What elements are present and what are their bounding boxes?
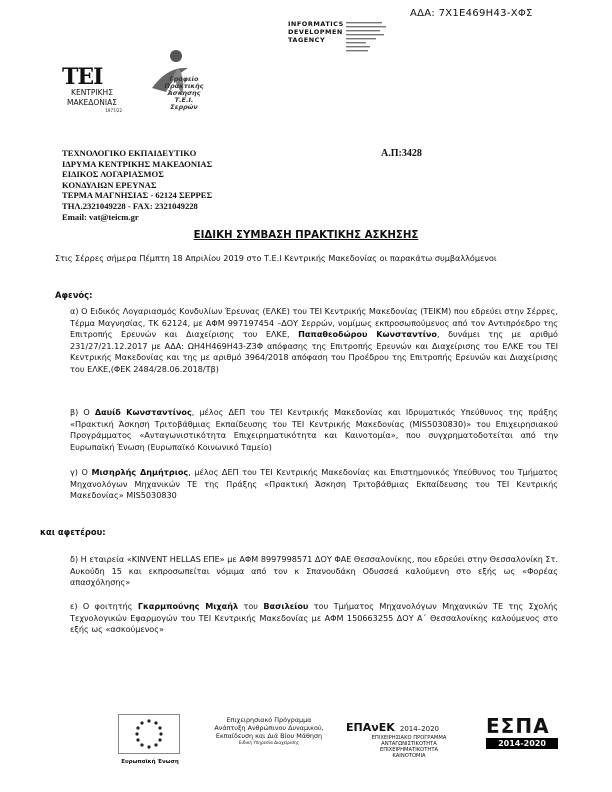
ida-logo-text (288, 20, 344, 44)
protocol-number: Α.Π:3428 (381, 148, 422, 159)
epanek-sub4: ΚΑΙΝΟΤΟΜΙΑ (392, 753, 426, 759)
espa-title: ΕΣΠΑ (486, 714, 550, 738)
header-line6: ΤΗΛ.2321049228 - FAX: 2321049228 (62, 200, 198, 211)
clause-a (70, 306, 558, 376)
eu-flag-icon (118, 714, 180, 754)
epanek-sub3: ΕΠΙΧΕΙΡΗΜΑΤΙΚΟΤΗΤΑ (379, 747, 439, 753)
clause-a-text-2: , δυνάμει της με αριθμό 231/27/21.12.2017 με ΑΔΑ: ΩΗ4Η469Η43-Ζ3Φ απόφασης της Επιτροπής Ερευνών και Διαχείρισης του ΕΛΚΕ του ΤΕΙ Κεντρικής Μακεδονίας και της με αριθμό 3964/2018 απόφαση του Προέδρου της Επιτροπής Ερευνών και Διαχείρισης του ΕΛΚΕ,(ΦΕΚ 2484/28.06.2018/Τβ) (70, 329, 559, 374)
ada-stamp: ΑΔΑ: 7Χ1Ε469Η43-ΧΦΣ (410, 8, 533, 19)
clause-e (70, 601, 558, 636)
ida-line1: INFORMATICS (288, 20, 344, 28)
intro-paragraph: Στις Σέρρες σήμερα Πέμπτη 18 Απριλίου 2019 στο Τ.Ε.Ι Κεντρικής Μακεδονίας οι παρακάτω συμβαλλόμενοι (55, 253, 497, 263)
grafeio-line3: Άσκησης (167, 89, 201, 97)
clause-e-text: ε) Ο φοιτητής (70, 601, 138, 611)
clause-e-name: Γκαρμπούνης Μιχαήλ (137, 601, 239, 611)
epanek-title: ΕΠΑνΕΚ (346, 721, 395, 734)
clause-e-mid: του (238, 601, 264, 611)
clause-b-text: β) Ο (70, 407, 95, 417)
clause-a-text: α) Ο Ειδικός Λογαριασμός Κονδυλίων Έρευνας (ΕΛΚΕ) του ΤΕΙ Κεντρικής Μακεδονίας (ΤΕΙΚΜ) που εδρεύει στην Σέρρες, Τέρμα Μαγνησίας, ΤΚ 62124, με ΑΦΜ 997197454 –ΔΟΥ Σερρών, νομίμως εκπροσωπούμενος από τον Αντιπρόεδρο της Επιτροπής Ερευνών και Διαχείρισης του ΕΛΚΕ, (70, 306, 558, 340)
header-line3: ΕΙΔΙΚΟΣ ΛΟΓΑΡΙΑΣΜΟΣ (62, 169, 164, 180)
clause-g-name: Μισηρλής Δημήτριος (91, 467, 189, 477)
ep-line2: Ανάπτυξη Ανθρώπινου Δυναμικού, (214, 724, 324, 732)
ep-line1: Επιχειρησιακό Πρόγραμμα (226, 716, 312, 724)
epanek-sub1: ΕΠΙΧΕΙΡΗΣΙΑΚΟ ΠΡΟΓΡΑΜΜΑ (371, 735, 447, 741)
eu-logo (118, 714, 182, 765)
tei-logo-mark: ΤΕΙ (62, 64, 103, 90)
header-line5: ΤΕΡΜΑ ΜΑΓΝΗΣΙΑΣ - 62124 ΣΕΡΡΕΣ (62, 190, 213, 201)
clause-g-text: γ) Ο (70, 467, 92, 477)
epanek-years: 2014–2020 (399, 725, 439, 733)
header-line1: ΤΕΧΝΟΛΟΓΙΚΟ ΕΚΠΑΙΔΕΥΤΙΚΟ (62, 148, 197, 158)
header-email: Email: vat@teicm.gr (62, 211, 139, 222)
ep-line4: Ειδική Υπηρεσία Διαχείρισης (238, 740, 300, 745)
header-line4: ΚΟΝΔΥΛΙΩΝ ΕΡΕΥΝΑΣ (62, 179, 157, 190)
tei-logo-line2: ΜΑΚΕΔΟΝΙΑΣ (67, 97, 117, 107)
epanek-logo (346, 716, 472, 759)
ida-line3: TAGENCY (288, 36, 326, 44)
clause-b (70, 407, 558, 453)
tei-logo-number: 1977/22 (105, 108, 122, 113)
clause-e-text-2: του Τμήματος Μηχανολόγων Μηχανικών ΤΕ της Σχολής Τεχνολογικών Εφαρμογών του ΤΕΙ Κεντρικής Μακεδονίας με ΑΦΜ 150663255 ΔΟΥ Α΄ Θεσσαλονίκης καλούμενος στο εξής ως «ασκούμενος» (70, 601, 558, 635)
party-heading-first: Αφενός: (55, 290, 93, 300)
ida-fineprint-icon (346, 20, 386, 60)
grafeio-line2: Πρακτικής (164, 82, 204, 90)
grafeio-line4: Τ.Ε.Ι. Σερρών (170, 96, 198, 111)
espa-years: 2014-2020 (486, 738, 558, 749)
ep-line3: Εκπαίδευση και Διά Βίου Μάθηση (215, 732, 323, 740)
epanek-sub2: ΑΝΤΑΓΩΝΙΣΤΙΚΟΤΗΤΑ (381, 741, 437, 747)
document-title: ΕΙΔΙΚΗ ΣΥΜΒΑΣΗ ΠΡΑΚΤΙΚΗΣ ΑΣΚΗΣΗΣ (193, 230, 419, 241)
party-heading-second: και αφετέρου: (40, 527, 106, 537)
clause-e-father: Βασιλείου (263, 601, 309, 611)
clause-b-text-2: , μέλος ΔΕΠ του ΤΕΙ Κεντρικής Μακεδονίας και Ιδρυματικός Υπεύθυνος της πράξης «Πρακτική Άσκηση Τριτοβάθμιας Εκπαίδευσης του ΤΕΙ Κεντρικής Μακεδονίας (MIS5030830)» του Επιχειρησιακού Προγράμματος «Ανταγωνιστικότητα Επιχειρηματικότητα και Καινοτομία», που συγχρηματοδοτείται από την Ευρωπαϊκή Ένωση (Ευρωπαϊκό Κοινωνικό Ταμείο) (70, 407, 559, 452)
internship-office-logo-text (160, 76, 208, 111)
operational-programme-logo (204, 716, 334, 745)
ida-line2: DEVELOPMEN (288, 28, 343, 36)
grafeio-line1: Γραφείο (169, 75, 199, 83)
institution-header (62, 148, 212, 222)
clause-g-text-2: , μέλος ΔΕΠ του ΤΕΙ Κεντρικής Μακεδονίας και Επιστημονικός Υπεύθυνος του Τμήματος Μηχανολόγων Μηχανικών ΤΕ της Πράξης «Πρακτική Άσκηση Τριτοβάθμιας Εκπαίδευσης του ΤΕΙ Κεντρικής Μακεδονίας» MIS5030830 (70, 467, 558, 501)
clause-a-name: Παπαθεοδώρου Κωνσταντίνο (298, 329, 437, 340)
espa-logo (486, 714, 558, 749)
clause-d: δ) Η εταιρεία «KINVENT HELLAS ΕΠΕ» με ΑΦΜ 8997998571 ΔΟΥ ΦΑΕ Θεσσαλονίκης, που εδρεύει στην Θεσσαλονίκη Στ. Αυκούδη 15 και εκπροσωπείται νόμιμα από τον κ Σπανουδάκη Οδυσσεά καλούμενη στο εξής ως «Φορέας απασχόλησης» (70, 554, 558, 588)
tei-logo-line1: ΚΕΝΤΡΙΚΗΣ (71, 88, 113, 97)
header-line2: ΙΔΡΥΜΑ ΚΕΝΤΡΙΚΗΣ ΜΑΚΕΔΟΝΙΑΣ (62, 158, 213, 169)
clause-b-name: Δαυίδ Κωνσταντίνος (94, 407, 192, 417)
tei-logo (62, 66, 122, 113)
clause-g (70, 467, 558, 502)
eu-caption: Ευρωπαϊκή Ένωση (121, 759, 179, 765)
